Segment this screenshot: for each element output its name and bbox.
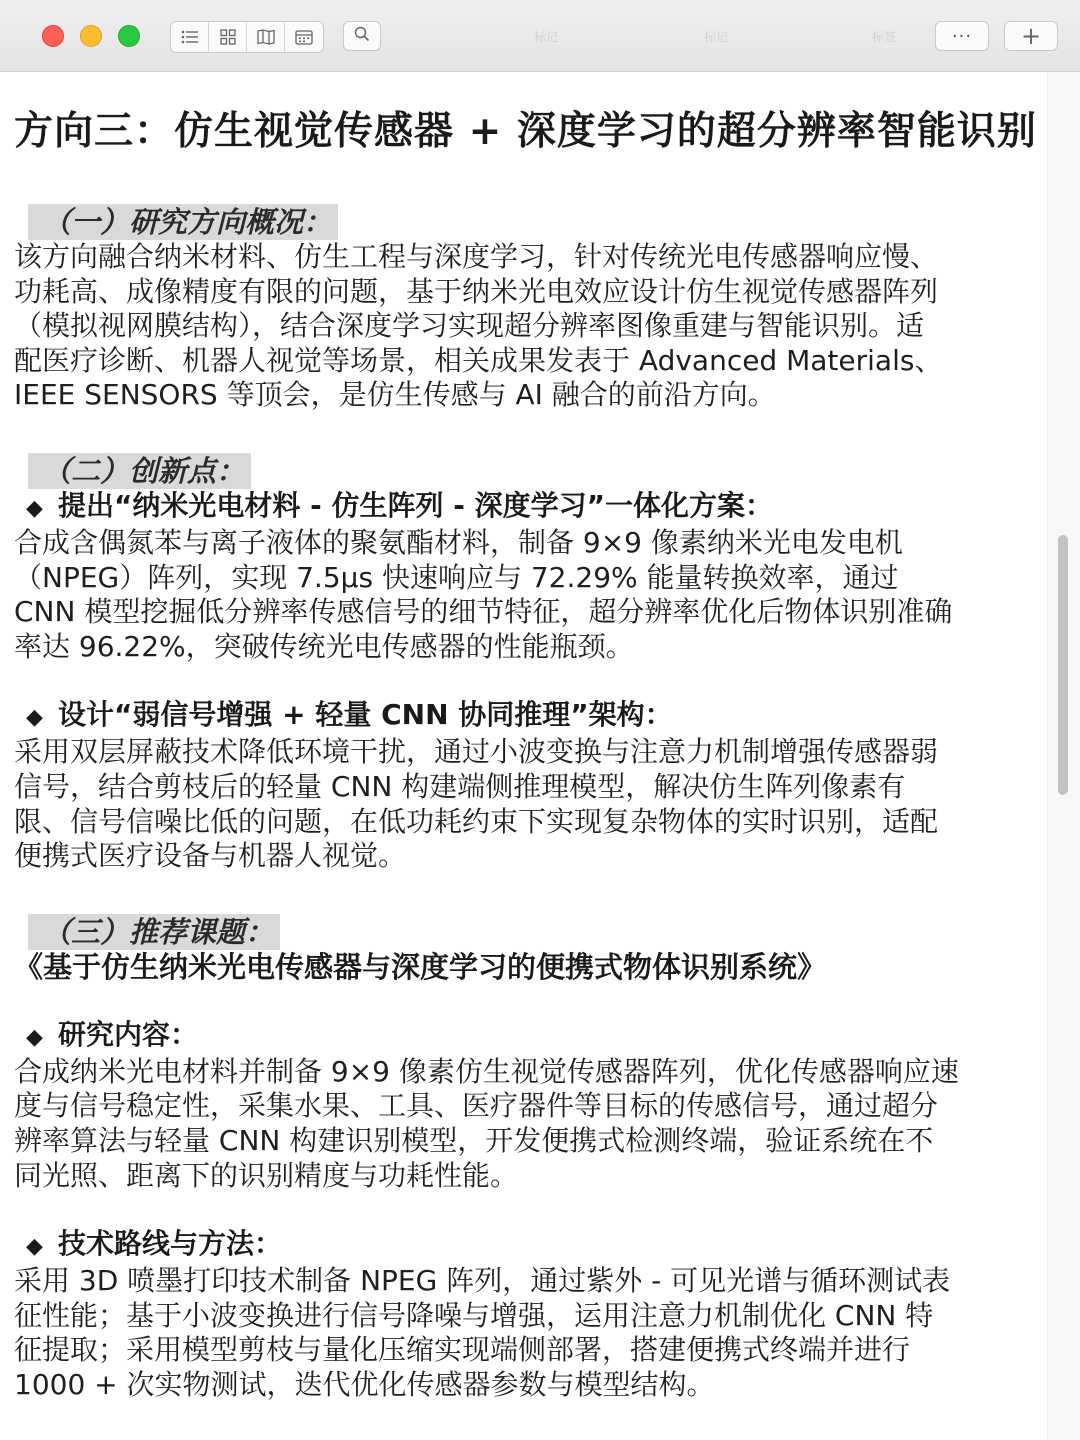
add-button[interactable]: +	[1004, 21, 1058, 51]
text-line: 率达 96.22%，突破传统光电传感器的性能瓶颈。	[14, 629, 634, 663]
text-line: 配医疗诊断、机器人视觉等场景，相关成果发表于 Advanced Materials、	[14, 343, 943, 377]
diamond-bullet-icon: ◆	[26, 705, 43, 731]
window-toolbar	[0, 0, 1080, 72]
text-line: 该方向融合纳米材料、仿生工程与深度学习，针对传统光电传感器响应慢、	[14, 240, 939, 273]
topic-item-title	[14, 1227, 1034, 1264]
section-heading-overview: （一）研究方向概况：	[28, 204, 338, 240]
diamond-bullet-icon: ◆	[26, 1024, 43, 1050]
document-title: 方向三：仿生视觉传感器 + 深度学习的超分辨率智能识别	[14, 109, 1037, 154]
more-button[interactable]: ···	[935, 21, 989, 51]
text-line: 限、信号信噪比低的问题，在低功耗约束下实现复杂物体的实时识别，适配	[14, 804, 939, 838]
innovation-item-title	[14, 698, 1034, 735]
diamond-bullet-icon: ◆	[26, 1234, 43, 1260]
topic-item-body	[14, 1055, 1034, 1193]
view-mode-segmented-control	[170, 21, 324, 53]
text-line: 征性能；基于小波变换进行信号降噪与增强，运用注意力机制优化 CNN 特	[14, 1298, 934, 1332]
item-title-text: 设计“弱信号增强 + 轻量 CNN 协同推理”架构：	[58, 698, 673, 732]
search-button[interactable]	[343, 21, 381, 51]
document-content	[14, 104, 1037, 1402]
text-line: 1000 + 次实物测试，迭代优化传感器参数与模型结构。	[14, 1367, 715, 1401]
search-icon	[354, 26, 370, 46]
text-line: 辨率算法与轻量 CNN 构建识别模型，开发便携式检测终端，验证系统在不	[14, 1123, 934, 1157]
item-title-text: 研究内容：	[58, 1017, 199, 1051]
grid-view-icon[interactable]	[209, 22, 247, 52]
toolbar-ghost-label: 标记	[534, 30, 559, 44]
innovation-item-body	[14, 735, 1034, 873]
text-line: 功耗高、成像精度有限的问题，基于纳米光电效应设计仿生视觉传感器阵列	[14, 274, 939, 308]
zoom-window-button[interactable]	[118, 25, 140, 47]
recommended-topic-title: 《基于仿生纳米光电传感器与深度学习的便携式物体识别系统》	[14, 949, 827, 984]
text-line: （模拟视网膜结构），结合深度学习实现超分辨率图像重建与智能识别。适	[14, 309, 925, 343]
innovation-item-title	[14, 489, 1034, 526]
section-heading-topic: （三）推荐课题：	[28, 914, 280, 950]
text-line: 采用 3D 喷墨打印技术制备 NPEG 阵列，通过紫外 - 可见光谱与循环测试表	[14, 1264, 951, 1298]
text-line: CNN 模型挖掘低分辨率传感信号的细节特征，超分辨率优化后物体识别准确	[14, 595, 953, 629]
scrollbar-thumb[interactable]	[1058, 535, 1068, 795]
overview-paragraph	[14, 240, 1034, 413]
innovation-item-body	[14, 526, 1034, 664]
section-heading-innovation: （二）创新点：	[28, 453, 251, 489]
text-line: （NPEG）阵列，实现 7.5μs 快速响应与 72.29% 能量转换效率，通过	[14, 560, 899, 594]
item-title-text: 技术路线与方法：	[58, 1227, 283, 1261]
text-line: 度与信号稳定性，采集水果、工具、医疗器件等目标的传感信号，通过超分	[14, 1089, 939, 1123]
text-line: 便携式医疗设备与机器人视觉。	[14, 839, 407, 873]
toolbar-ghost-label: 标签	[872, 30, 897, 44]
text-line: 征提取；采用模型剪枝与量化压缩实现端侧部署，搭建便携式终端并进行	[14, 1333, 911, 1367]
text-line: 合成含偶氮苯与离子液体的聚氨酯材料，制备 9×9 像素纳米光电发电机	[14, 525, 903, 559]
close-window-button[interactable]	[42, 25, 64, 47]
topic-item-title	[14, 1018, 1034, 1055]
topic-item-body	[14, 1264, 1034, 1402]
text-line: 同光照、距离下的识别精度与功耗性能。	[14, 1158, 519, 1192]
minimize-window-button[interactable]	[80, 25, 102, 47]
text-line: IEEE SENSORS 等顶会，是仿生传感与 AI 融合的前沿方向。	[14, 378, 776, 412]
item-title-text: 提出“纳米光电材料 - 仿生阵列 - 深度学习”一体化方案：	[58, 488, 774, 522]
diamond-bullet-icon: ◆	[26, 495, 43, 521]
text-line: 采用双层屏蔽技术降低环境干扰，通过小波变换与注意力机制增强传感器弱	[14, 735, 939, 769]
text-line: 信号，结合剪枝后的轻量 CNN 构建端侧推理模型，解决仿生阵列像素有	[14, 769, 906, 803]
list-view-icon[interactable]	[171, 22, 209, 52]
calendar-view-icon[interactable]	[285, 22, 323, 52]
book-view-icon[interactable]	[247, 22, 285, 52]
text-line: 合成纳米光电材料并制备 9×9 像素仿生视觉传感器阵列，优化传感器响应速	[14, 1054, 959, 1088]
toolbar-ghost-label: 标记	[704, 30, 729, 44]
